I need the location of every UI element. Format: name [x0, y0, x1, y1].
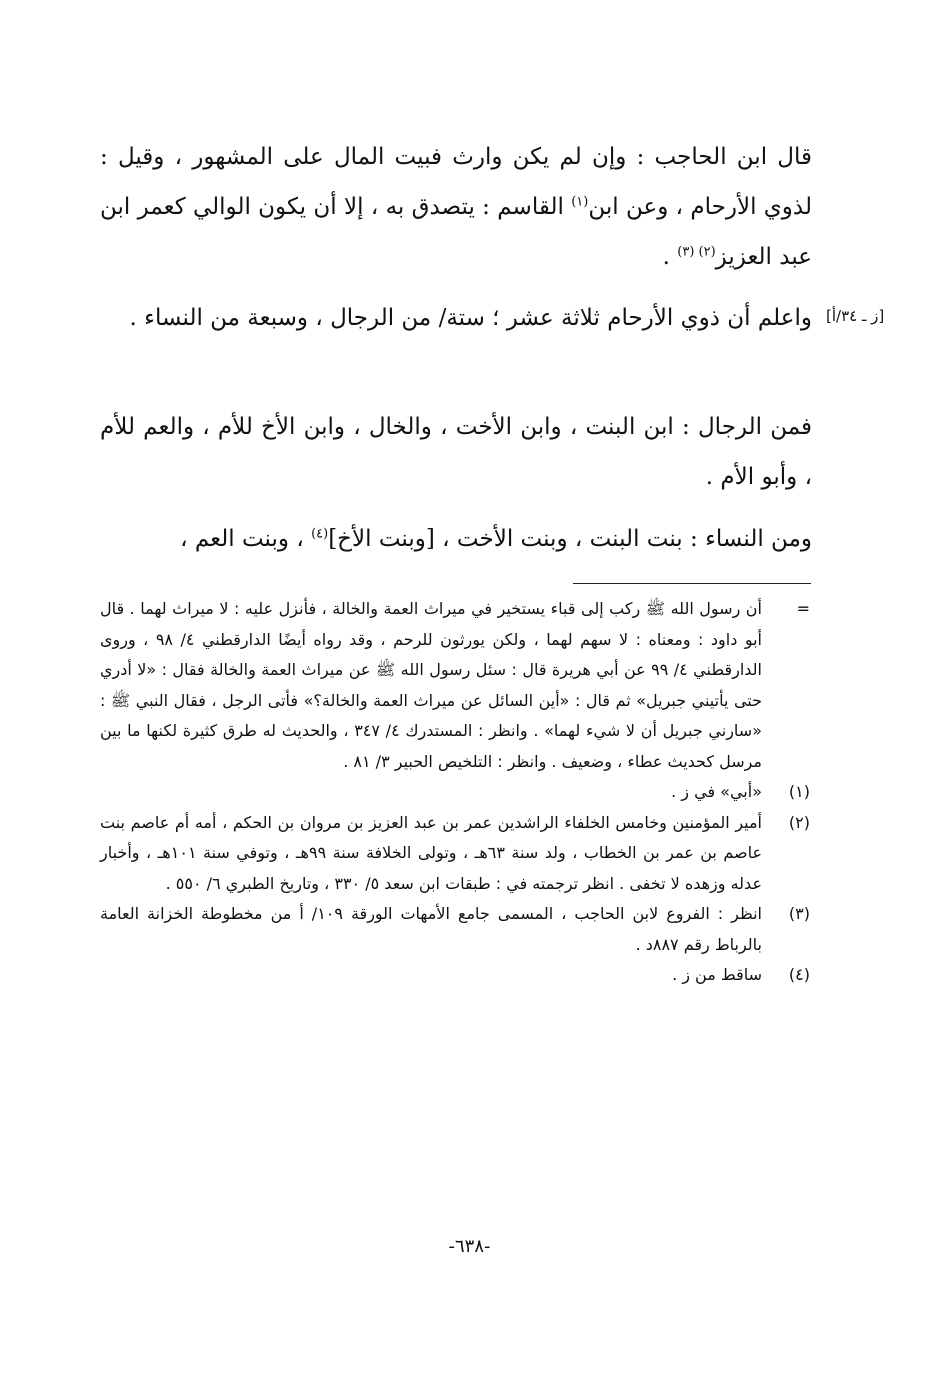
margin-reference: [ز ـ ٣٤/أ] — [826, 307, 885, 325]
p1-text-a: قال ابن الحاجب : وإن لم يكن وارث فبيت المال على المشهور ، وقيل : لذوي الأرحام ، وعن ابن — [100, 144, 812, 220]
main-paragraph-3: فمن الرجال : ابن البنت ، وابن الأخت ، والخال ، وابن الأخ للأم ، والعم للأم ، وأبو الأم . — [100, 414, 812, 490]
footnote-1 — [100, 777, 812, 808]
page-number: -٦٣٨- — [448, 1236, 491, 1257]
footnotes — [100, 594, 812, 991]
footnote-marker: (٢) — [788, 812, 810, 832]
footnote-text: انظر : الفروع لابن الحاجب ، المسمى جامع الأمهات الورقة ١٠٩/ أ من مخطوطة الخزانة العامة بالرباط رقم ٨٨٧د . — [100, 904, 762, 954]
footnote-text: «أبي» في ز . — [671, 782, 762, 801]
p1-text-c: . — [662, 244, 678, 270]
footnote-divider — [573, 583, 811, 584]
footnote-2 — [100, 808, 812, 900]
footnote-marker: = — [796, 599, 810, 618]
main-paragraph-2: واعلم أن ذوي الأرحام ثلاثة عشر ؛ ستة/ من الرجال ، وسبعة من النساء . — [129, 305, 812, 331]
footnote-ref-2-3: (٢) (٣) — [677, 244, 716, 260]
footnote-ref-4: (٤) — [311, 526, 329, 542]
footnote-continued — [100, 594, 812, 777]
footnote-text: أن رسول الله ﷺ ركب إلى قباء يستخير في ميراث العمة والخالة ، فأنزل عليه : لا ميراث لهما . قال أبو داود : ومعناه : لا سهم لهما ، ولكن يورثون للرحم ، وقد رواه أيضًا الدارقطني ٤/ ٩٨ ، وروى الدارقطني ٤/ ٩٩ عن أبي هريرة قال : سئل رسول الله ﷺ عن ميراث العمة والخالة فقال : «لا أدري حتى يأتيني جبريل» ثم قال : «أين السائل عن ميراث العمة والخالة؟» فأتى الرجل ، فقال النبي ﷺ : «سارني جبريل أن لا شيء لهما» . وانظر : المستدرك ٤/ ٣٤٧ ، والحديث له طرق كثيرة لكنها ما بين مرسل كحديث عطاء ، وضعيف . وانظر : التلخيص الحبير ٣/ ٨١ . — [100, 599, 762, 771]
footnote-3 — [100, 899, 812, 960]
footnote-marker: (١) — [788, 782, 810, 801]
main-paragraph-4 — [100, 514, 812, 564]
footnote-marker: (٤) — [788, 965, 810, 984]
p1-text-b: القاسم : يتصدق به ، إلا أن يكون الوالي كعمر ابن عبد العزيز — [100, 194, 812, 270]
footnote-4 — [100, 960, 812, 991]
footnote-text: ساقط من ز . — [672, 965, 762, 984]
footnote-marker: (٣) — [788, 904, 810, 923]
p4-text-b: ، وبنت العم ، — [180, 526, 312, 552]
p4-text-a: ومن النساء : بنت البنت ، وبنت الأخت ، [وبنت الأخ] — [328, 526, 812, 552]
main-paragraph-1 — [100, 132, 812, 282]
footnote-ref-1: (١) — [571, 194, 589, 210]
footnote-text: أمير المؤمنين وخامس الخلفاء الراشدين عمر بن عبد العزيز بن مروان بن الحكم ، أمه أم عاصم بنت عاصم بن عمر بن الخطاب ، ولد سنة ٦٣هـ ، وتولى الخلافة سنة ٩٩هـ ، وتوفي سنة ١٠١هـ ، وأخبار عدله وزهده لا تخفى . انظر ترجمته في : طبقات ابن سعد ٥/ ٣٣٠ ، وتاريخ الطبري ٦/ ٥٥٠ . — [100, 812, 763, 893]
